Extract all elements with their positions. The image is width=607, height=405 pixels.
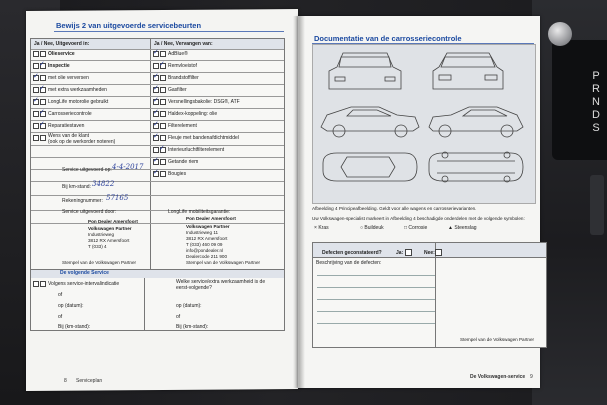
longlife-label: LongLife mobiliteitsgarantie:	[168, 209, 231, 215]
gear-indicator	[588, 70, 604, 135]
stamp-caption-right: Stempel van de Volkswagen Partner	[186, 260, 261, 265]
item-getande-riem: Getande riem	[168, 159, 199, 165]
km-label: Bij km-stand:	[62, 184, 91, 190]
gear-letter: S	[592, 122, 600, 134]
checkbox	[160, 99, 166, 105]
checkbox	[40, 75, 46, 81]
no-checkbox	[435, 249, 442, 256]
next-date: op (datum):	[58, 303, 84, 309]
checkbox	[160, 123, 166, 129]
legend-item: × Kras	[314, 225, 329, 231]
checkbox	[160, 75, 166, 81]
check-mark: ✓	[33, 97, 39, 104]
defects-box	[312, 242, 547, 348]
left-page-title: Bewijs 2 van uitgevoerde servicebeurten	[56, 21, 202, 30]
checkbox	[33, 281, 39, 287]
km-value: 34822	[92, 180, 115, 188]
next-right-date: op (datum):	[176, 303, 202, 309]
marker-intro: Uw Volkswagen-specialist markeert in Afbeelding 4 beschadigde onderdelen met de volgende symbolen:	[312, 216, 525, 221]
writing-line	[317, 287, 435, 288]
stamp-line: T (033) 460 09 09	[186, 242, 223, 247]
column-divider	[435, 243, 436, 347]
next-right-km: Bij (km-stand):	[176, 324, 209, 330]
legend-label: Buildeuk	[364, 225, 384, 231]
check-mark: ✓	[33, 73, 39, 80]
row-divider	[31, 223, 284, 224]
stamp-line: Pon Dealer Amersfoort	[88, 219, 138, 224]
car-diagram	[312, 44, 536, 204]
stamp-line: Dealercode 211 900	[186, 254, 228, 259]
next-service-title: De volgende Service	[60, 270, 109, 276]
item-wens-klant: Wens van de klant	[48, 133, 90, 139]
stamp-line: Volkswagen Partner	[88, 226, 132, 231]
stamp-line: T (033) 4	[88, 244, 107, 249]
item-haldex: Haldex-koppeling: olie	[168, 111, 218, 117]
column-divider	[144, 278, 145, 330]
legend-label: Steenslag	[454, 225, 477, 231]
legend-item: □ Corrosie	[404, 225, 428, 231]
checkbox	[33, 135, 39, 141]
writing-line	[317, 299, 435, 300]
row-divider	[31, 181, 284, 182]
check-mark: ✓	[153, 109, 159, 116]
rotary-knob	[548, 22, 572, 46]
check-mark: ✓	[153, 85, 159, 92]
legend-item: ○ Buildeuk	[360, 225, 384, 231]
invoice-value: 57165	[106, 194, 129, 202]
stamp-line: 3812 RX Amersfoort	[88, 238, 130, 243]
gear-letter: N	[592, 96, 600, 108]
check-mark: ✓	[39, 85, 45, 92]
right-page-number: 9	[530, 374, 533, 380]
column-divider	[150, 39, 151, 272]
item-wens-klant-note: (ook op de werkorder noteren)	[48, 139, 116, 145]
stamp-line: Pon Dealer Amersfoort	[186, 216, 236, 221]
item-remvloeistof: Remvloeistof	[168, 63, 197, 69]
item-carrosserie: Carrosseriecontrole	[48, 111, 92, 117]
no-label: Nee:	[424, 250, 435, 256]
col-right-header: Ja / Nee, Vervangen van:	[154, 41, 213, 47]
checkbox	[40, 51, 46, 57]
invoice-label: Rekeningnummer:	[62, 198, 103, 204]
figure-caption: Afbeelding 4 Principeafbeelding. Geldt voor alle wagens en carrosserievarianten.	[312, 206, 477, 211]
item-longlife: LongLife motorolie gebruikt	[48, 99, 109, 105]
item-inspectie: Inspectie	[48, 63, 70, 69]
car-outline-drawings	[313, 45, 535, 203]
defect-description-label: Beschrijving van de defecten:	[316, 260, 382, 266]
writing-line	[317, 323, 435, 324]
next-km: Bij (km-stand):	[58, 324, 91, 330]
checkbox	[160, 135, 166, 141]
item-extra-werk: met extra werkzaamheden	[48, 87, 107, 93]
row-divider	[31, 60, 284, 61]
item-interieurfilter: Interieurluchtfilterelement	[168, 147, 225, 153]
left-footer-label: Serviceplan	[76, 378, 103, 384]
executed-by-label: Service uitgevoerd door:	[62, 209, 117, 215]
next-right-label: Welke service/extra werkzaamheid is de eerst-volgende?	[176, 279, 266, 291]
check-mark: ✓	[159, 61, 165, 68]
yes-label: Ja:	[396, 250, 404, 256]
title-rule	[54, 31, 284, 32]
item-adblue: AdBlue®	[168, 51, 188, 57]
stamp-line: info@pondealer.nl	[186, 248, 224, 253]
gear-letter: R	[592, 83, 600, 95]
checkbox	[160, 159, 166, 165]
item-olieservice: Olieservice	[48, 51, 75, 57]
next-or: of	[58, 292, 63, 298]
gear-letter: P	[592, 70, 600, 82]
next-interval: Volgens service-intervalindicatie	[48, 281, 120, 287]
check-mark: ✓	[153, 133, 159, 140]
checkbox	[40, 281, 46, 287]
yes-checkbox	[405, 249, 412, 256]
legend-item: ▲ Steenslag	[448, 225, 477, 231]
stamp-line: Volkswagen Partner	[186, 224, 230, 229]
check-mark: ✓	[153, 169, 159, 176]
writing-line	[317, 311, 435, 312]
stamp-caption-left: Stempel van de Volkswagen Partner	[62, 260, 137, 265]
check-mark: ✓	[153, 157, 159, 164]
check-mark: ✓	[159, 145, 165, 152]
stamp-line: Industrieweg 11	[186, 230, 219, 235]
checkbox	[160, 51, 166, 57]
item-versnellingsbak: Versnellingsbakolie: DSG®, ATF	[168, 99, 240, 105]
checkbox	[40, 99, 46, 105]
writing-line	[317, 275, 435, 276]
check-mark: ✓	[39, 61, 45, 68]
right-page-title: Documentatie van de carrosseriecontrole	[314, 34, 462, 43]
checkbox	[160, 111, 166, 117]
check-mark: ✓	[153, 49, 159, 56]
item-bougies: Bougies	[168, 171, 187, 177]
row-divider	[31, 195, 284, 196]
item-filterelement: Filterelement	[168, 123, 197, 129]
col-left-header: Ja / Nee, Uitgevoerd in:	[34, 41, 90, 47]
legend-label: Corrosie	[408, 225, 428, 231]
check-mark: ✓	[153, 97, 159, 104]
right-stamp-caption: Stempel van de Volkswagen Partner	[460, 337, 535, 342]
checkbox	[160, 171, 166, 177]
gear-letter: D	[592, 109, 600, 121]
service-date-value: 4-4-2017	[112, 163, 144, 171]
item-reparatie: Reparatiestaven	[48, 123, 85, 129]
checkbox	[160, 87, 166, 93]
item-olie-verversen: met olie verversen	[48, 75, 89, 81]
stamp-line: 3812 RX Amersfoort	[186, 236, 228, 241]
check-mark: ✓	[153, 121, 159, 128]
check-mark: ✓	[39, 121, 45, 128]
console-latch	[590, 175, 604, 235]
book-gutter	[293, 16, 305, 388]
checkbox	[33, 51, 39, 57]
service-date-label: Service uitgevoerd op:	[62, 167, 112, 173]
item-gasfilter: Gasfilter	[168, 87, 187, 93]
next-or: of	[58, 314, 63, 320]
item-fleuje: Fleuje met bandenafdichtmiddel	[168, 135, 239, 141]
next-right-or: of	[176, 314, 181, 320]
legend-label: Kras	[318, 225, 329, 231]
stamp-line: Industrieweg	[88, 232, 115, 237]
left-page-number: 8	[64, 378, 67, 384]
right-footer-label: De Volkswagen-service	[470, 374, 526, 380]
check-mark: ✓	[153, 73, 159, 80]
check-mark: ✓	[39, 109, 45, 116]
checkbox	[40, 135, 46, 141]
defects-question: Defecten geconstateerd?	[322, 250, 382, 256]
row-divider	[31, 145, 284, 146]
item-brandstoffilter: Brandstoffilter	[168, 75, 199, 81]
